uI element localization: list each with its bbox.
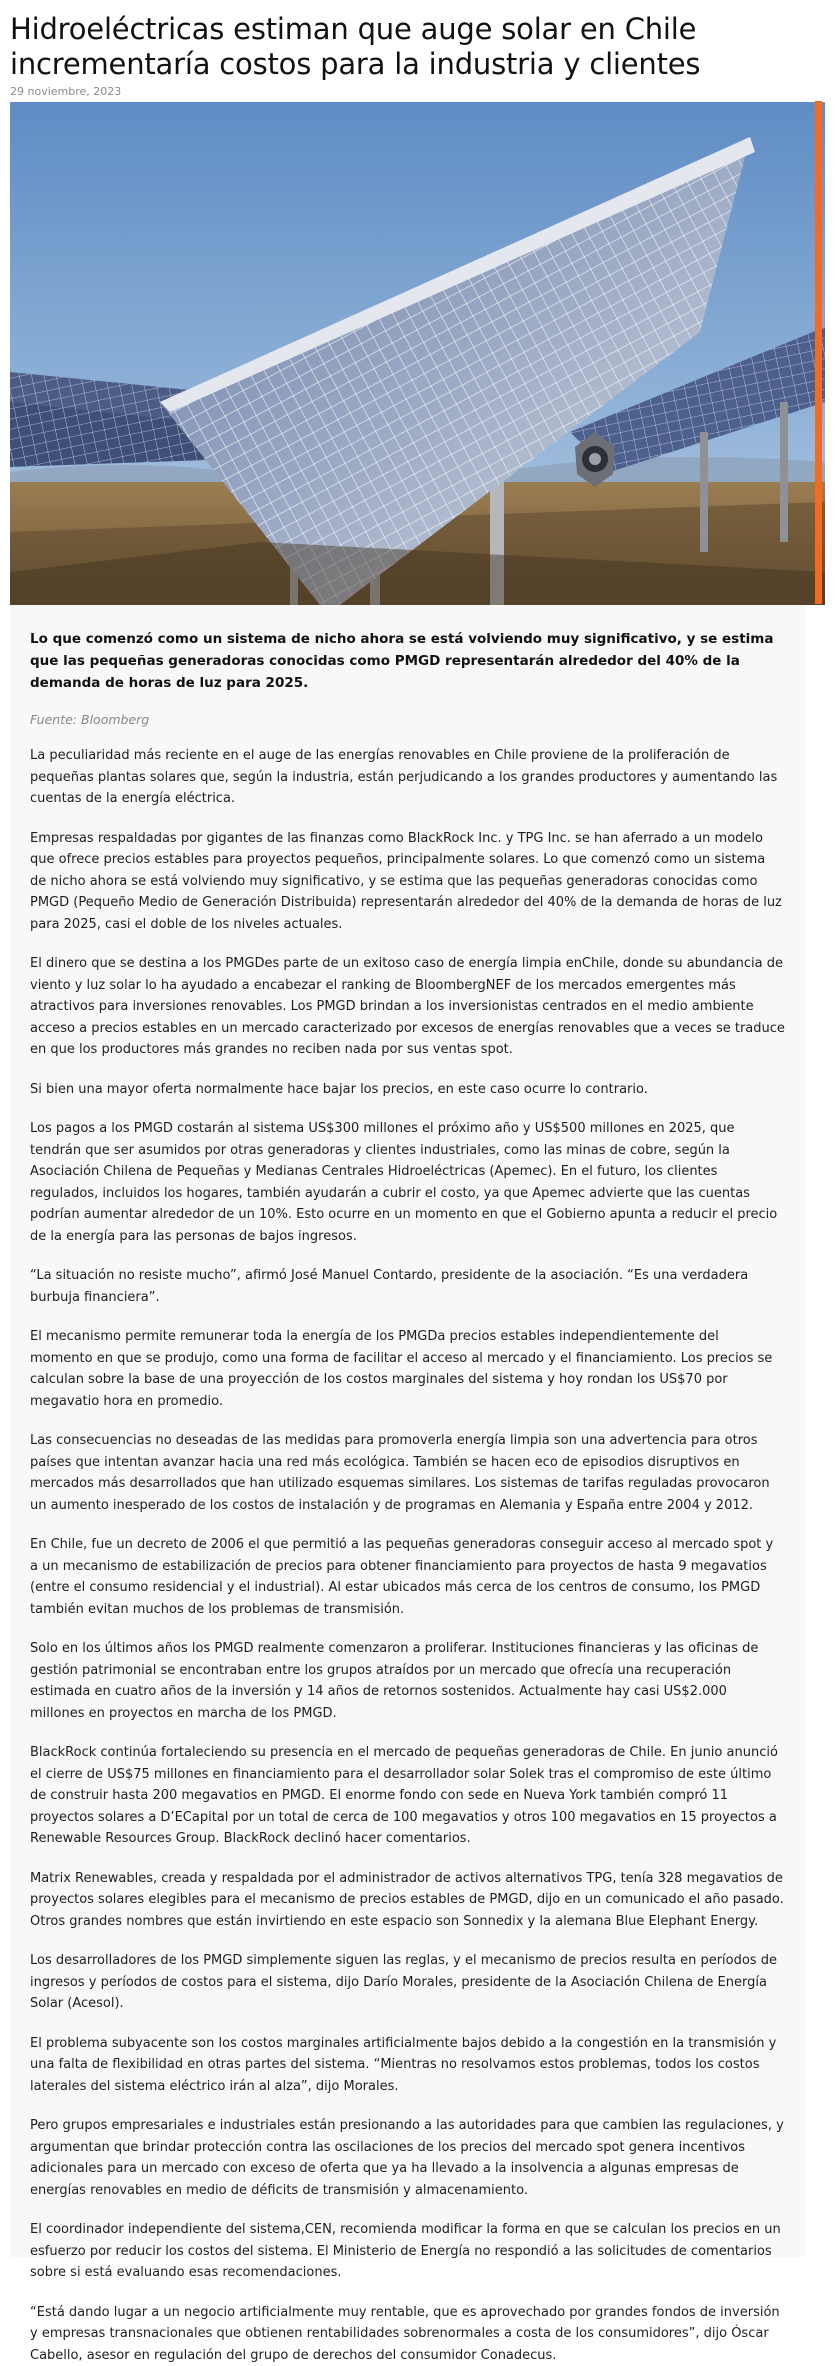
article-paragraph: La peculiaridad más reciente en el auge de las energías renovables en Chile proviene de la proliferación de pequeñas plantas solares que, según la industria, están perjudicando a los grandes productores y aumentando las cuentas de la energía eléctrica.: [30, 745, 785, 810]
solar-panel-photo: [10, 102, 825, 605]
article-paragraph: En Chile, fue un decreto de 2006 el que permitió a las pequeñas generadoras conseguir acceso al mercado spot y a un mecanismo de estabilización de precios para obtener financiamiento para proyectos de hasta 9 megavatios (entre el consumo residencial y el industrial). Al estar ubicados más cerca de los centros de consumo, los PMGD también evitan muchos de los problemas de transmisión.: [30, 1534, 785, 1620]
article-paragraphs: [30, 745, 785, 2366]
accent-bar: [815, 101, 822, 604]
article-paragraph: El coordinador independiente del sistema,CEN, recomienda modificar la forma en que se calculan los precios en un esfuerzo por reducir los costos del sistema. El Ministerio de Energía no respondió a las solicitudes de comentarios sobre si está evaluando esas recomendaciones.: [30, 2219, 785, 2284]
article-paragraph: Matrix Renewables, creada y respaldada por el administrador de activos alternativos TPG, tenía 328 megavatios de proyectos solares elegibles para el mecanismo de precios estables de PMGD, dijo en un comunicado el año pasado. Otros grandes nombres que están invirtiendo en este espacio son Sonnedix y la alemana Blue Elephant Energy.: [30, 1868, 785, 1933]
article-paragraph: “La situación no resiste mucho”, afirmó José Manuel Contardo, presidente de la asociación. “Es una verdadera burbuja financiera”.: [30, 1265, 785, 1308]
article-paragraph: “Está dando lugar a un negocio artificialmente muy rentable, que es aprovechado por grandes fondos de inversión y empresas transnacionales que obtienen rentabilidades sobrenormales a costa de los consumidores”, dijo Óscar Cabello, asesor en regulación del grupo de derechos del consumidor Conadecus.: [30, 2302, 785, 2366]
article-paragraph: Los pagos a los PMGD costarán al sistema US$300 millones el próximo año y US$500 millones en 2025, que tendrán que ser asumidos por otras generadoras y clientes industriales, como las minas de cobre, según la Asociación Chilena de Pequeñas y Medianas Centrales Hidroeléctricas (Apemec). En el futuro, los clientes regulados, incluidos los hogares, también ayudarán a cubrir el costo, ya que Apemec advierte que las cuentas podrían aumentar alrededor de un 10%. Esto ocurre en un momento en que el Gobierno apunta a reducir el precio de la energía para las personas de bajos ingresos.: [30, 1118, 785, 1247]
article-source: Fuente: Bloomberg: [30, 712, 785, 727]
article-paragraph: Pero grupos empresariales e industriales están presionando a las autoridades para que cambien las regulaciones, y argumentan que brindar protección contra las oscilaciones de los precios del mercado spot genera incentivos adicionales para un mercado con exceso de oferta que ya ha llevado a la insolvencia a algunas empresas de energías renovables en medio de déficits de transmisión y almacenamiento.: [30, 2115, 785, 2201]
article-paragraph: El dinero que se destina a los PMGDes parte de un exitoso caso de energía limpia enChile, donde su abundancia de viento y luz solar lo ha ayudado a encabezar el ranking de BloombergNEF de los mercados emergentes más atractivos para inversiones renovables. Los PMGD brindan a los inversionistas centrados en el medio ambiente acceso a precios estables en un mercado caracterizado por excesos de energías renovables que a veces se traduce en que los productores más grandes no reciben nada por sus ventas spot.: [30, 953, 785, 1061]
article-paragraph: BlackRock continúa fortaleciendo su presencia en el mercado de pequeñas generadoras de Chile. En junio anunció el cierre de US$75 millones en financiamiento para el desarrollador solar Solek tras el compromiso de este último de construir hasta 200 megavatios en PMGD. El enorme fondo con sede en Nueva York también compró 11 proyectos solares a D’ECapital por un total de cerca de 100 megavatios y otros 100 megavatios en 15 proyectos a Renewable Resources Group. BlackRock declinó hacer comentarios.: [30, 1742, 785, 1850]
article-lead: Lo que comenzó como un sistema de nicho ahora se está volviendo muy significativo, y se estima que las pequeñas generadoras conocidas como PMGD representarán alrededor del 40% de la demanda de horas de luz para 2025.: [30, 628, 785, 694]
article-paragraph: El mecanismo permite remunerar toda la energía de los PMGDa precios estables independientemente del momento en que se produjo, como una forma de facilitar el acceso al mercado y el financiamiento. Los precios se calculan sobre la base de una proyección de los costos marginales del sistema y hoy rondan los US$70 por megavatio hora en promedio.: [30, 1326, 785, 1412]
article-header: [0, 0, 835, 98]
article-title: Hidroeléctricas estiman que auge solar en Chile incrementaría costos para la industria y clientes: [10, 12, 825, 82]
article-paragraph: Solo en los últimos años los PMGD realmente comenzaron a proliferar. Instituciones financieras y las oficinas de gestión patrimonial se encontraban entre los grupos atraídos por un mercado que ofrecía una recuperación estimada en cuatro años de la inversión y 14 años de retornos sostenidos. Actualmente hay casi US$2.000 millones en proyectos en marcha de los PMGD.: [30, 1638, 785, 1724]
article-date: 29 noviembre, 2023: [10, 85, 825, 98]
article-paragraph: Los desarrolladores de los PMGD simplemente siguen las reglas, y el mecanismo de precios resulta en períodos de ingresos y períodos de costos para el sistema, dijo Darío Morales, presidente de la Asociación Chilena de Energía Solar (Acesol).: [30, 1950, 785, 2015]
article-paragraph: Empresas respaldadas por gigantes de las finanzas como BlackRock Inc. y TPG Inc. se han aferrado a un modelo que ofrece precios estables para proyectos pequeños, principalmente solares. Lo que comenzó como un sistema de nicho ahora se está volviendo muy significativo, y se estima que las pequeñas generadoras conocidas como PMGD (Pequeño Medio de Generación Distribuida) representarán alrededor del 40% de la demanda de horas de luz para 2025, casi el doble de los niveles actuales.: [30, 828, 785, 936]
article-paragraph: Las consecuencias no deseadas de las medidas para promoverla energía limpia son una advertencia para otros países que intentan avanzar hacia una red más ecológica. También se hacen eco de episodios disruptivos en mercados más desarrollados que han utilizado esquemas similares. Los sistemas de tarifas reguladas provocaron un aumento inesperado de los costos de instalación y de programas en Alemania y España entre 2004 y 2012.: [30, 1430, 785, 1516]
article-paragraph: El problema subyacente son los costos marginales artificialmente bajos debido a la congestión en la transmisión y una falta de flexibilidad en otras partes del sistema. “Mientras no resolvamos estos problemas, todos los costos laterales del sistema eléctrico irán al alza”, dijo Morales.: [30, 2033, 785, 2098]
article-paragraph: Si bien una mayor oferta normalmente hace bajar los precios, en este caso ocurre lo contrario.: [30, 1079, 785, 1101]
article-body: [10, 605, 805, 2257]
